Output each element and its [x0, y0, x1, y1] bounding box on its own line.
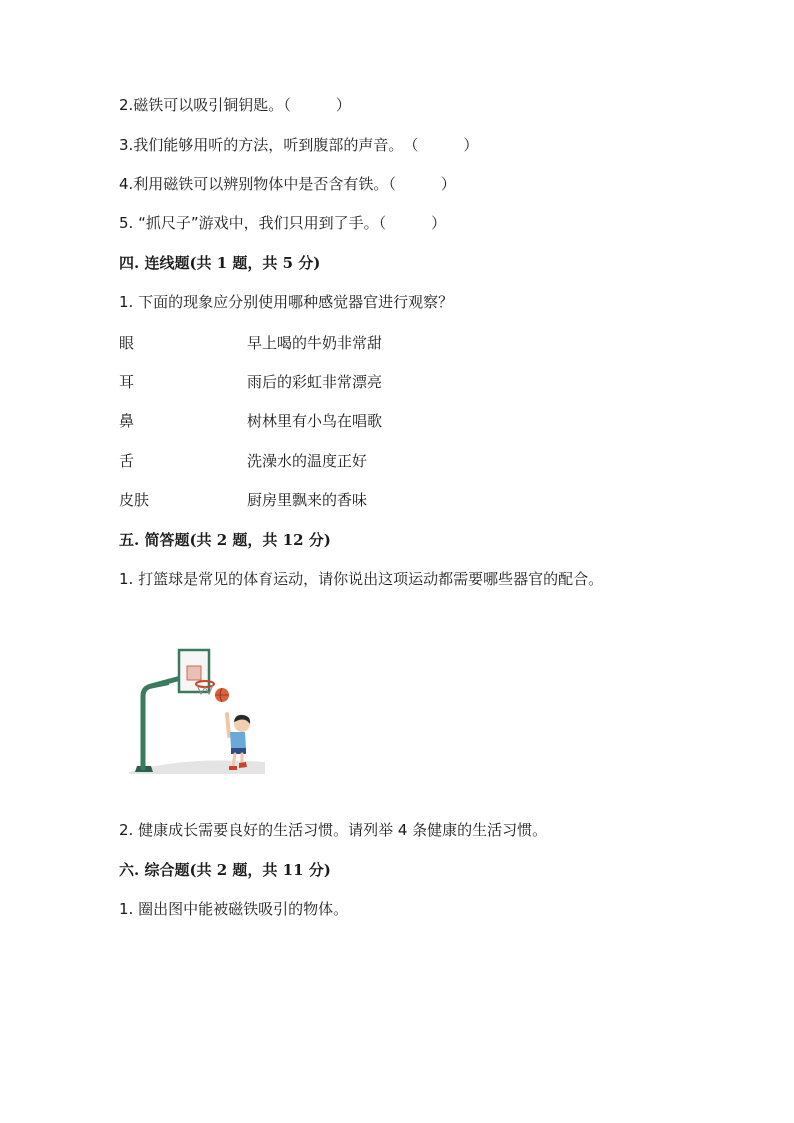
phenomenon-5: 厨房里飘来的香味	[247, 491, 368, 509]
phenomenon-4: 洗澡水的温度正好	[247, 452, 368, 470]
section-5-question-2: 2. 健康成长需要良好的生活习惯。请列举 4 条健康的生活习惯。	[119, 821, 548, 839]
judge-item-5: 5. “抓尺子”游戏中，我们只用到了手。（ ）	[119, 214, 447, 232]
section-6-heading: 六. 综合题(共 2 题，共 11 分)	[119, 861, 331, 879]
section-4-heading: 四. 连线题(共 1 题，共 5 分)	[119, 254, 321, 272]
sense-eye: 眼	[119, 334, 135, 352]
basketball-player-illustration	[125, 644, 270, 776]
sense-ear: 耳	[119, 373, 135, 391]
section-6-question-1: 1. 圈出图中能被磁铁吸引的物体。	[119, 900, 349, 918]
phenomenon-1: 早上喝的牛奶非常甜	[247, 334, 383, 352]
sense-skin: 皮肤	[119, 491, 150, 509]
section-4-question: 1. 下面的现象应分别使用哪种感觉器官进行观察？	[119, 293, 454, 311]
phenomenon-3: 树林里有小鸟在唱歌	[247, 412, 383, 430]
section-5-heading: 五. 简答题(共 2 题，共 12 分)	[119, 531, 331, 549]
section-5-question-1: 1. 打篮球是常见的体育运动，请你说出这项运动都需要哪些器官的配合。	[119, 570, 604, 588]
judge-item-4: 4.利用磁铁可以辨别物体中是否含有铁。（ ）	[119, 175, 456, 193]
judge-item-3: 3.我们能够用听的方法，听到腹部的声音。 （ ）	[119, 136, 479, 154]
judge-item-2: 2.磁铁可以吸引铜钥匙。（ ）	[119, 96, 351, 114]
sense-tongue: 舌	[119, 452, 135, 470]
sense-nose: 鼻	[119, 412, 135, 430]
phenomenon-2: 雨后的彩虹非常漂亮	[247, 373, 383, 391]
